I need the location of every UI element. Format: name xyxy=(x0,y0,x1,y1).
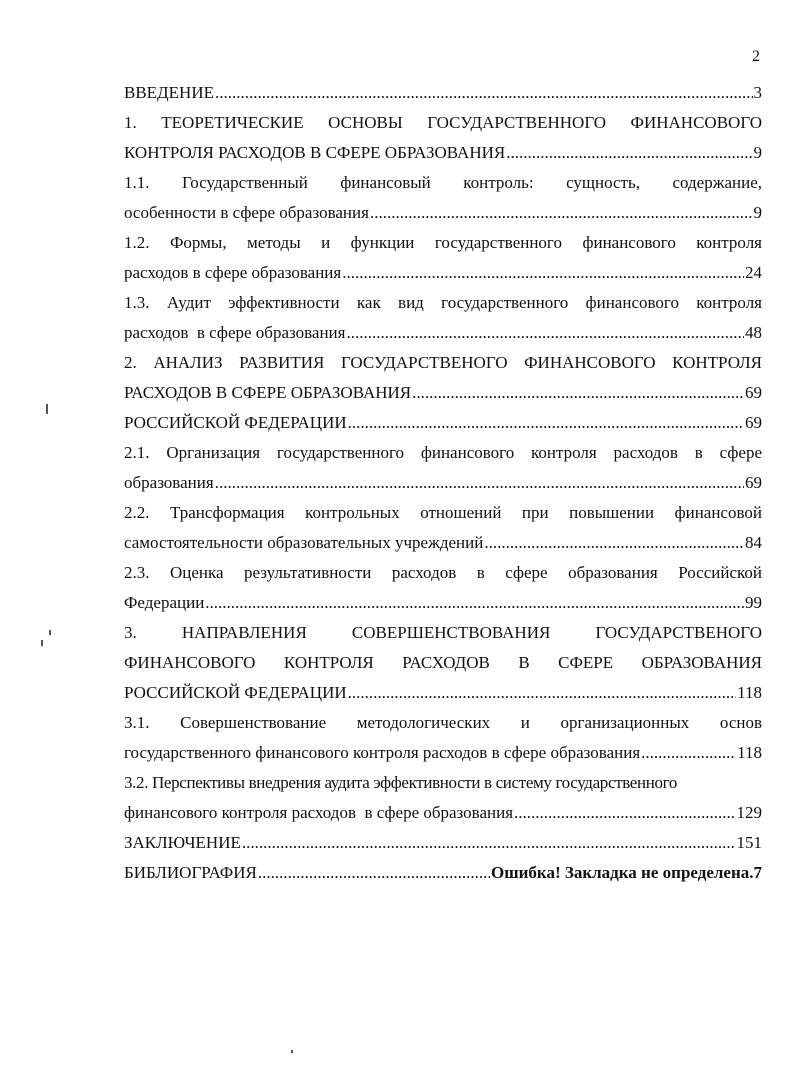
dot-leader xyxy=(641,738,736,768)
toc-entry-title: ВВЕДЕНИЕ xyxy=(124,83,214,102)
dot-leader xyxy=(370,198,753,228)
toc-entry-section-1-2[interactable] xyxy=(124,228,762,288)
toc-entry-title: 2. АНАЛИЗ РАЗВИТИЯ ГОСУДАРСТВЕНОГО ФИНАНСОВОГО КОНТРОЛЯ xyxy=(124,353,762,372)
toc-entry-title: 1.2. Формы, методы и функции государственного финансового контроля xyxy=(124,233,762,252)
toc-entry-title-cont: государственного финансового контроля расходов в сфере образования xyxy=(124,743,641,762)
toc-entry-title-cont: Федерации xyxy=(124,593,205,612)
toc-entry-title-cont: ФИНАНСОВОГО КОНТРОЛЯ РАСХОДОВ В СФЕРЕ ОБРАЗОВАНИЯ xyxy=(124,653,762,672)
toc-entry-section-3-1[interactable] xyxy=(124,708,762,768)
toc-entry-title: 1. ТЕОРЕТИЧЕСКИЕ ОСНОВЫ ГОСУДАРСТВЕННОГО ФИНАНСОВОГО xyxy=(124,113,762,132)
page-number: 2 xyxy=(752,48,760,65)
dot-leader xyxy=(348,678,737,708)
dot-leader xyxy=(205,588,744,618)
toc-entry-section-1-1[interactable] xyxy=(124,168,762,228)
toc-entry-bibliography[interactable] xyxy=(124,858,762,888)
toc-entry-title-cont: самостоятельности образовательных учреждений xyxy=(124,533,484,552)
dot-leader xyxy=(258,858,490,888)
toc-entry-title-cont: РОССИЙСКОЙ ФЕДЕРАЦИИ xyxy=(124,683,347,702)
toc-page-number: 69 xyxy=(745,383,762,402)
toc-entry-title-cont: образования xyxy=(124,473,214,492)
toc-entry-title: ЗАКЛЮЧЕНИЕ xyxy=(124,833,241,852)
toc-entry-title-cont: особенности в сфере образования xyxy=(124,203,369,222)
toc-entry-title-cont: РОССИЙСКОЙ ФЕДЕРАЦИИ xyxy=(124,413,347,432)
toc-entry-section-2-1[interactable] xyxy=(124,438,762,498)
table-of-contents xyxy=(124,78,762,888)
toc-page-number: 99 xyxy=(745,593,762,612)
dot-leader xyxy=(506,138,752,168)
toc-entry-section-3-2[interactable] xyxy=(124,768,762,828)
dot-leader xyxy=(215,468,744,498)
toc-page-number: 69 xyxy=(745,473,762,492)
toc-entry-title: 2.1. Организация государственного финансового контроля расходов в сфере xyxy=(124,443,762,462)
toc-entry-section-1-3[interactable] xyxy=(124,288,762,348)
toc-entry-section-2-3[interactable] xyxy=(124,558,762,618)
dot-leader xyxy=(242,828,736,858)
toc-page-number: 118 xyxy=(737,683,762,702)
toc-page-number: 3 xyxy=(753,83,762,102)
toc-page-number: 9 xyxy=(753,203,762,222)
toc-entry-title-cont: финансового контроля расходов в сфере образования xyxy=(124,803,514,822)
dot-leader xyxy=(484,528,744,558)
dot-leader xyxy=(412,378,744,408)
toc-entry-title: 1.1. Государственный финансовый контроль: сущность, содержание, xyxy=(124,173,762,192)
toc-entry-section-2-2[interactable] xyxy=(124,498,762,558)
toc-entry-title: 2.2. Трансформация контрольных отношений при повышении финансовой xyxy=(124,503,762,522)
toc-entry-title: 2.3. Оценка результативности расходов в сфере образования Российской xyxy=(124,563,762,582)
toc-page-number: 7 xyxy=(753,863,762,882)
toc-page-number: 69 xyxy=(745,413,762,432)
toc-page-number: 84 xyxy=(745,533,762,552)
toc-entry-conclusion[interactable] xyxy=(124,828,762,858)
toc-page-number: 9 xyxy=(753,143,762,162)
toc-page-number: 129 xyxy=(736,803,762,822)
toc-entry-chapter-2[interactable] xyxy=(124,348,762,438)
dot-leader xyxy=(348,408,744,438)
toc-page-number: 48 xyxy=(745,323,762,342)
dot-leader xyxy=(346,318,744,348)
toc-entry-title-cont: расходов в сфере образования xyxy=(124,323,346,342)
toc-entry-chapter-1[interactable] xyxy=(124,108,762,168)
dot-leader xyxy=(215,78,753,108)
scan-mark xyxy=(291,1050,293,1053)
toc-entry-title: БИБЛИОГРАФИЯ xyxy=(124,863,257,882)
bookmark-error-text: Ошибка! Закладка не определена. xyxy=(491,863,754,882)
toc-entry-title: 1.3. Аудит эффективности как вид государственного финансового контроля xyxy=(124,293,762,312)
toc-entry-chapter-3[interactable] xyxy=(124,618,762,708)
toc-entry-title-cont: КОНТРОЛЯ РАСХОДОВ В СФЕРЕ ОБРАЗОВАНИЯ xyxy=(124,143,506,162)
toc-entry-title-cont: расходов в сфере образования xyxy=(124,263,342,282)
scan-mark xyxy=(49,630,51,635)
toc-page-number: 118 xyxy=(737,743,762,762)
toc-entry-title: 3.1. Совершенствование методологических и организационных основ xyxy=(124,713,762,732)
scan-mark xyxy=(41,640,43,646)
toc-page-number: 24 xyxy=(745,263,762,282)
toc-entry-introduction[interactable] xyxy=(124,78,762,108)
toc-entry-title: 3. НАПРАВЛЕНИЯ СОВЕРШЕНСТВОВАНИЯ ГОСУДАРСТВЕНОГО xyxy=(124,623,762,642)
scan-mark xyxy=(46,404,48,414)
dot-leader xyxy=(342,258,744,288)
toc-entry-title-cont: РАСХОДОВ В СФЕРЕ ОБРАЗОВАНИЯ xyxy=(124,383,412,402)
dot-leader xyxy=(514,798,735,828)
toc-entry-title: 3.2. Перспективы внедрения аудита эффективности в систему государственного xyxy=(124,773,677,792)
toc-page-number: 151 xyxy=(736,833,762,852)
